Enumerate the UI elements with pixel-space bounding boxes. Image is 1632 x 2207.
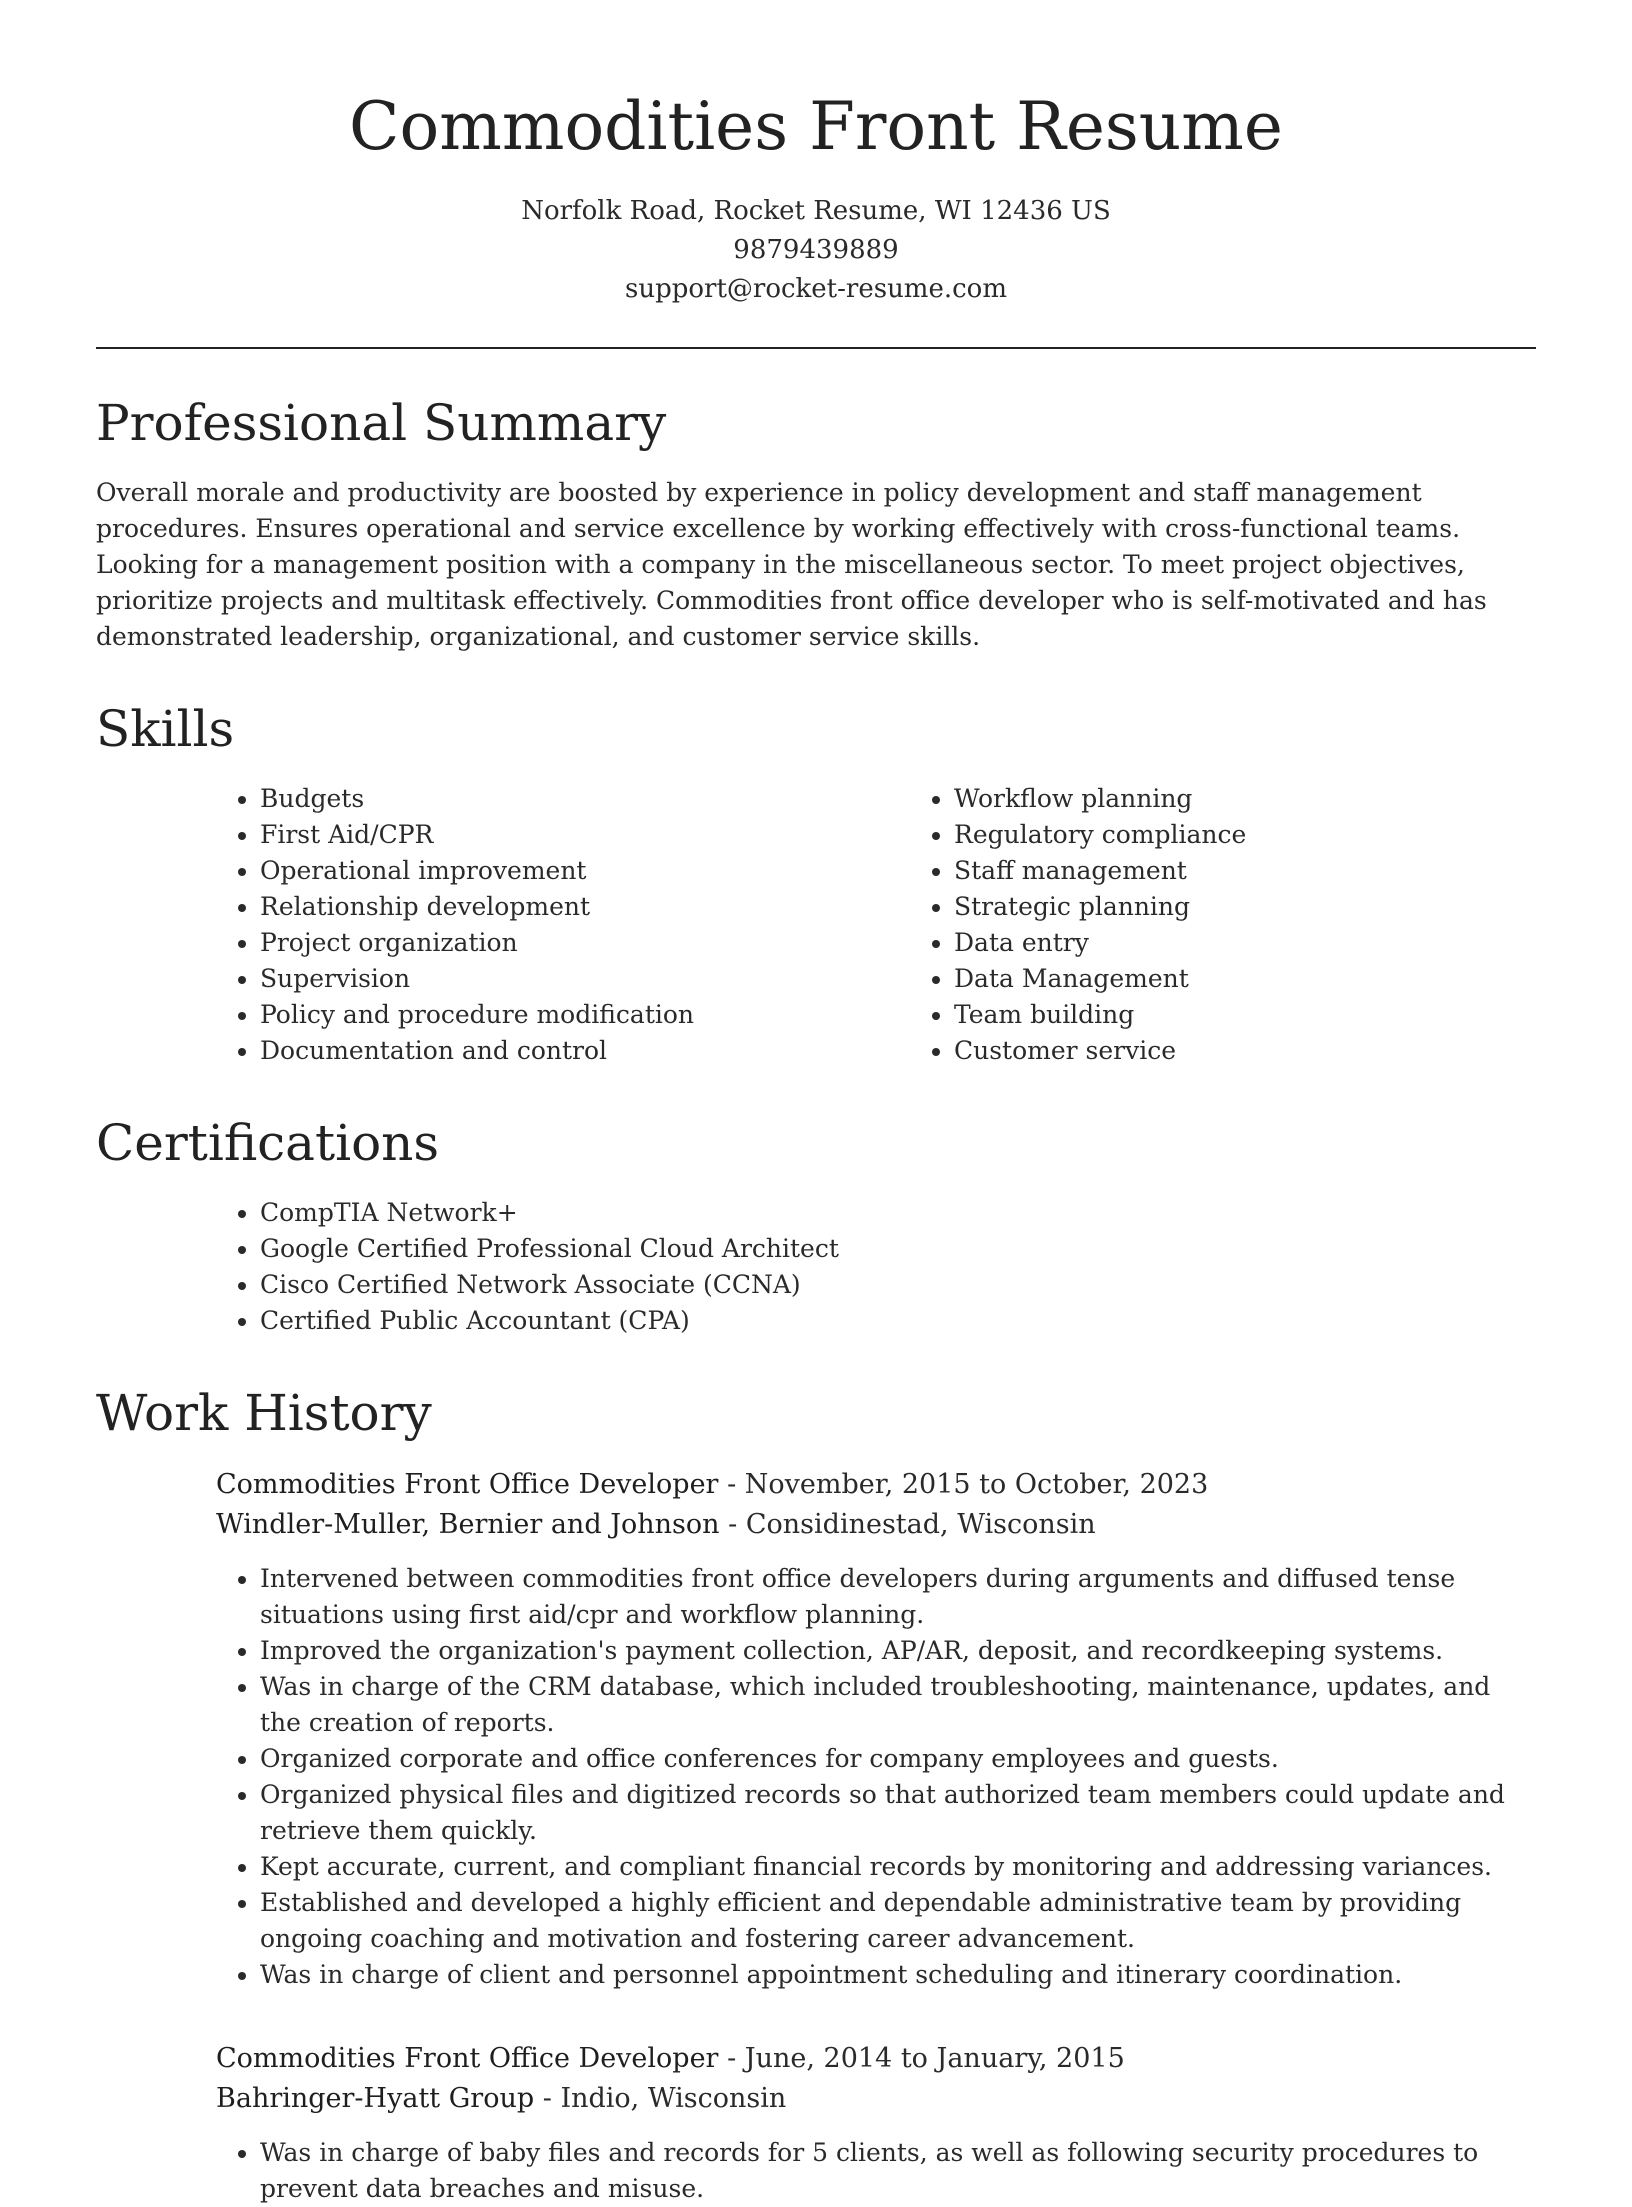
- resume-header: [96, 88, 1536, 309]
- job-duty-item: • Was in charge of the CRM database, which included troubleshooting, maintenance, updates, and the creation of reports.: [260, 1669, 1536, 1741]
- certification-item: • Cisco Certified Network Associate (CCNA): [260, 1267, 1536, 1303]
- skills-list-right: [910, 781, 1604, 1069]
- job-company-line: [216, 1505, 1536, 1545]
- skill-item: • Staff management: [954, 853, 1604, 889]
- skill-item: • Relationship development: [260, 889, 910, 925]
- skill-item: • Data Management: [954, 961, 1604, 997]
- summary-text: Overall morale and productivity are boosted by experience in policy development and staff management procedures. Ensures operational and service excellence by working effectively with cross-functional teams. Looking for a management position with a company in the miscellaneous sector. To meet project objectives, prioritize projects and multitask effectively. Commodities front office developer who is self-motivated and has demonstrated leadership, organizational, and customer service skills.: [96, 478, 1487, 651]
- certifications-title: Certifications: [96, 1114, 440, 1172]
- job-duty-item: • Was in charge of client and personnel appointment scheduling and itinerary coordination.: [260, 1957, 1536, 1993]
- header-divider: [96, 347, 1536, 349]
- job-separator: -: [727, 1469, 745, 1500]
- candidate-name: Commodities Front Resume: [349, 88, 1283, 165]
- certification-item: • Google Certified Professional Cloud Architect: [260, 1231, 1536, 1267]
- job-company: Windler-Muller, Bernier and Johnson: [216, 1509, 720, 1540]
- job-location: Considinestad, Wisconsin: [745, 1509, 1096, 1540]
- job-entry: [216, 1465, 1536, 1993]
- skill-item: • Documentation and control: [260, 1033, 910, 1069]
- skill-item: • Budgets: [260, 781, 910, 817]
- job-title-line: [216, 1465, 1536, 1505]
- job-title-line: [216, 2039, 1536, 2079]
- work-history-section: [96, 1383, 1536, 2207]
- skill-item: • Team building: [954, 997, 1604, 1033]
- certification-item: • CompTIA Network+: [260, 1195, 1536, 1231]
- job-dates: November, 2015 to October, 2023: [744, 1469, 1209, 1500]
- job-separator: -: [727, 2043, 745, 2074]
- job-separator: -: [728, 1509, 746, 1540]
- contact-email: support@rocket-resume.com: [624, 274, 1007, 304]
- skill-item: • Project organization: [260, 925, 910, 961]
- job-duties-list: [216, 1561, 1536, 1993]
- skill-item: • Policy and procedure modification: [260, 997, 910, 1033]
- skills-grid: [216, 759, 1536, 1069]
- skills-section: [96, 699, 1536, 1069]
- job-role: Commodities Front Office Developer: [216, 1469, 719, 1500]
- skill-item: • Operational improvement: [260, 853, 910, 889]
- job-entry: [216, 2039, 1536, 2207]
- contact-address: Norfolk Road, Rocket Resume, WI 12436 US: [521, 196, 1111, 226]
- summary-section: [96, 393, 1536, 655]
- job-duty-item: • Established and developed a highly efficient and dependable administrative team by providing ongoing coaching and motivation and fostering career advancement.: [260, 1885, 1536, 1957]
- job-company: Bahringer-Hyatt Group: [216, 2083, 535, 2114]
- job-role: Commodities Front Office Developer: [216, 2043, 719, 2074]
- job-separator: -: [542, 2083, 561, 2114]
- skills-title: Skills: [96, 700, 235, 758]
- summary-title: Professional Summary: [96, 394, 667, 452]
- skill-item: • Strategic planning: [954, 889, 1604, 925]
- certifications-list: [216, 1195, 1536, 1339]
- certifications-section: [96, 1113, 1536, 1339]
- skill-item: • Customer service: [954, 1033, 1604, 1069]
- skills-list-left: [216, 781, 910, 1069]
- work-history-title: Work History: [96, 1384, 432, 1442]
- job-duty-item: • Kept accurate, current, and compliant financial records by monitoring and addressing variances.: [260, 1849, 1536, 1885]
- job-company-line: [216, 2079, 1536, 2119]
- job-duty-item: • Organized corporate and office conferences for company employees and guests.: [260, 1741, 1536, 1777]
- contact-phone: 9879439889: [733, 235, 899, 265]
- job-duty-item: • Improved the organization's payment collection, AP/AR, deposit, and recordkeeping systems.: [260, 1633, 1536, 1669]
- job-duty-item: • Intervened between commodities front office developers during arguments and diffused tense situations using first aid/cpr and workflow planning.: [260, 1561, 1536, 1633]
- skill-item: • First Aid/CPR: [260, 817, 910, 853]
- job-duty-item: • Organized physical files and digitized records so that authorized team members could update and retrieve them quickly.: [260, 1777, 1536, 1849]
- skill-item: • Regulatory compliance: [954, 817, 1604, 853]
- skill-item: • Workflow planning: [954, 781, 1604, 817]
- job-location: Indio, Wisconsin: [560, 2083, 787, 2114]
- job-dates: June, 2014 to January, 2015: [744, 2043, 1125, 2074]
- job-duty-item: • Was in charge of baby files and records for 5 clients, as well as following security procedures to prevent data breaches and misuse.: [260, 2135, 1536, 2207]
- skill-item: • Data entry: [954, 925, 1604, 961]
- certification-item: • Certified Public Accountant (CPA): [260, 1303, 1536, 1339]
- job-duties-list: [216, 2135, 1536, 2207]
- skill-item: • Supervision: [260, 961, 910, 997]
